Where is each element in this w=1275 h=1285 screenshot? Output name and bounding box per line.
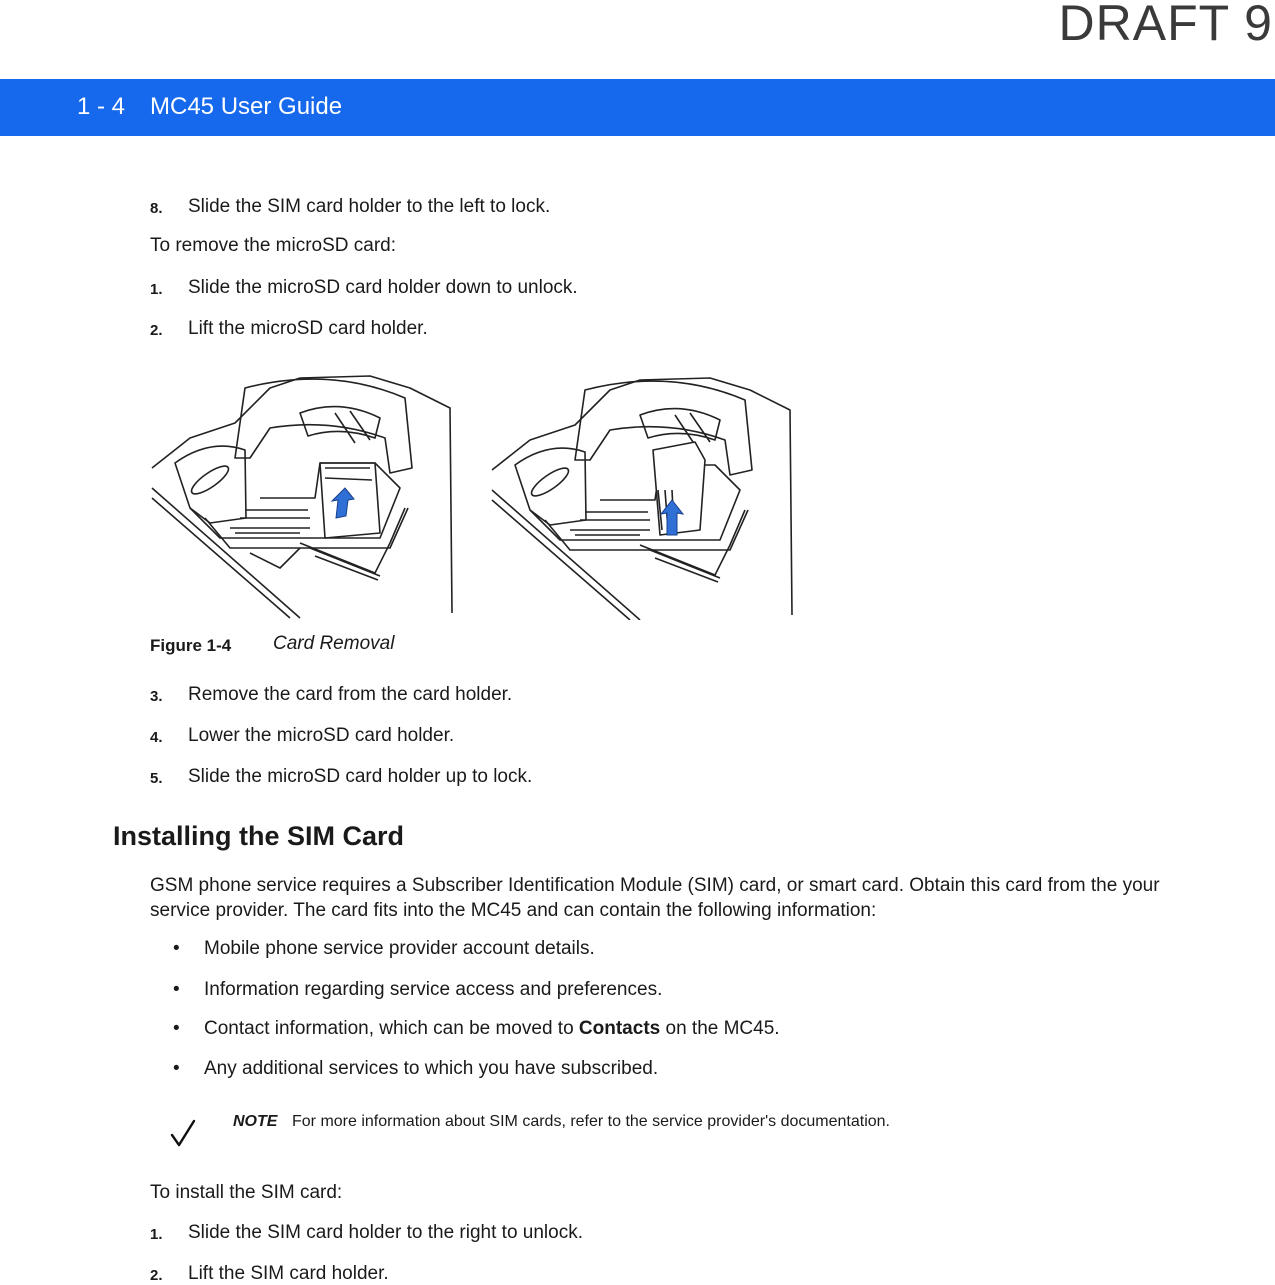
- bullet-glyph: •: [173, 1018, 180, 1039]
- bullet-glyph: •: [173, 1058, 180, 1079]
- figure-label: Figure 1-4: [150, 636, 232, 655]
- page-number: 1 - 4: [77, 93, 126, 120]
- device-illustration-left: [152, 376, 452, 618]
- step-text: Slide the microSD card holder up to lock.: [188, 766, 533, 787]
- page-header-bar: [0, 79, 1275, 136]
- step-number: 2.: [150, 1267, 163, 1284]
- step-text: Lift the microSD card holder.: [188, 318, 428, 339]
- step-number: 4.: [150, 729, 163, 746]
- checkmark-icon: [170, 1119, 198, 1149]
- step-text: Remove the card from the card holder.: [188, 684, 513, 705]
- step-text: Slide the SIM card holder to the left to lock.: [188, 196, 551, 217]
- step-number: 1.: [150, 1226, 163, 1243]
- section-paragraph: GSM phone service requires a Subscriber Identification Module (SIM) card, or smart card. Obtain this card from the your service provider. The card fits into the MC45 and can contain the following information:: [150, 875, 1160, 921]
- bullet-text: [204, 1018, 780, 1040]
- step-text: Lift the SIM card holder.: [188, 1263, 389, 1284]
- bullet-glyph: •: [173, 938, 180, 959]
- contacts-emphasis: Contacts: [578, 1018, 661, 1039]
- bullet-text: Mobile phone service provider account details.: [204, 938, 595, 959]
- step-number: 1.: [150, 281, 163, 298]
- remove-intro: To remove the microSD card:: [150, 235, 397, 256]
- step-number: 5.: [150, 770, 163, 787]
- bullet-text: Any additional services to which you have subscribed.: [204, 1058, 659, 1079]
- document-title: MC45 User Guide: [150, 93, 343, 120]
- step-text: Slide the SIM card holder to the right to unlock.: [188, 1222, 583, 1243]
- note-text: For more information about SIM cards, refer to the service provider's documentation.: [292, 1113, 890, 1130]
- step-number: 3.: [150, 688, 163, 705]
- bullet-text: Information regarding service access and preferences.: [204, 979, 663, 1000]
- bullet-glyph: •: [173, 979, 180, 1000]
- install-intro: To install the SIM card:: [150, 1182, 343, 1203]
- step-text: Lower the microSD card holder.: [188, 725, 455, 746]
- figure-caption: Card Removal: [273, 633, 395, 654]
- bullet-text-post: on the MC45.: [660, 1018, 780, 1039]
- note-label: NOTE: [233, 1113, 278, 1130]
- arrow-icon-left: [332, 488, 354, 518]
- step-number: 2.: [150, 322, 163, 339]
- card-removal-figure: [150, 368, 795, 620]
- bullet-text-pre: Contact information, which can be moved to: [204, 1018, 579, 1039]
- section-heading: Installing the SIM Card: [113, 821, 405, 851]
- step-text: Slide the microSD card holder down to unlock.: [188, 277, 578, 298]
- device-illustration-right: [492, 378, 792, 620]
- draft-watermark: DRAFT 9: [1058, 0, 1273, 51]
- step-number: 8.: [150, 200, 163, 217]
